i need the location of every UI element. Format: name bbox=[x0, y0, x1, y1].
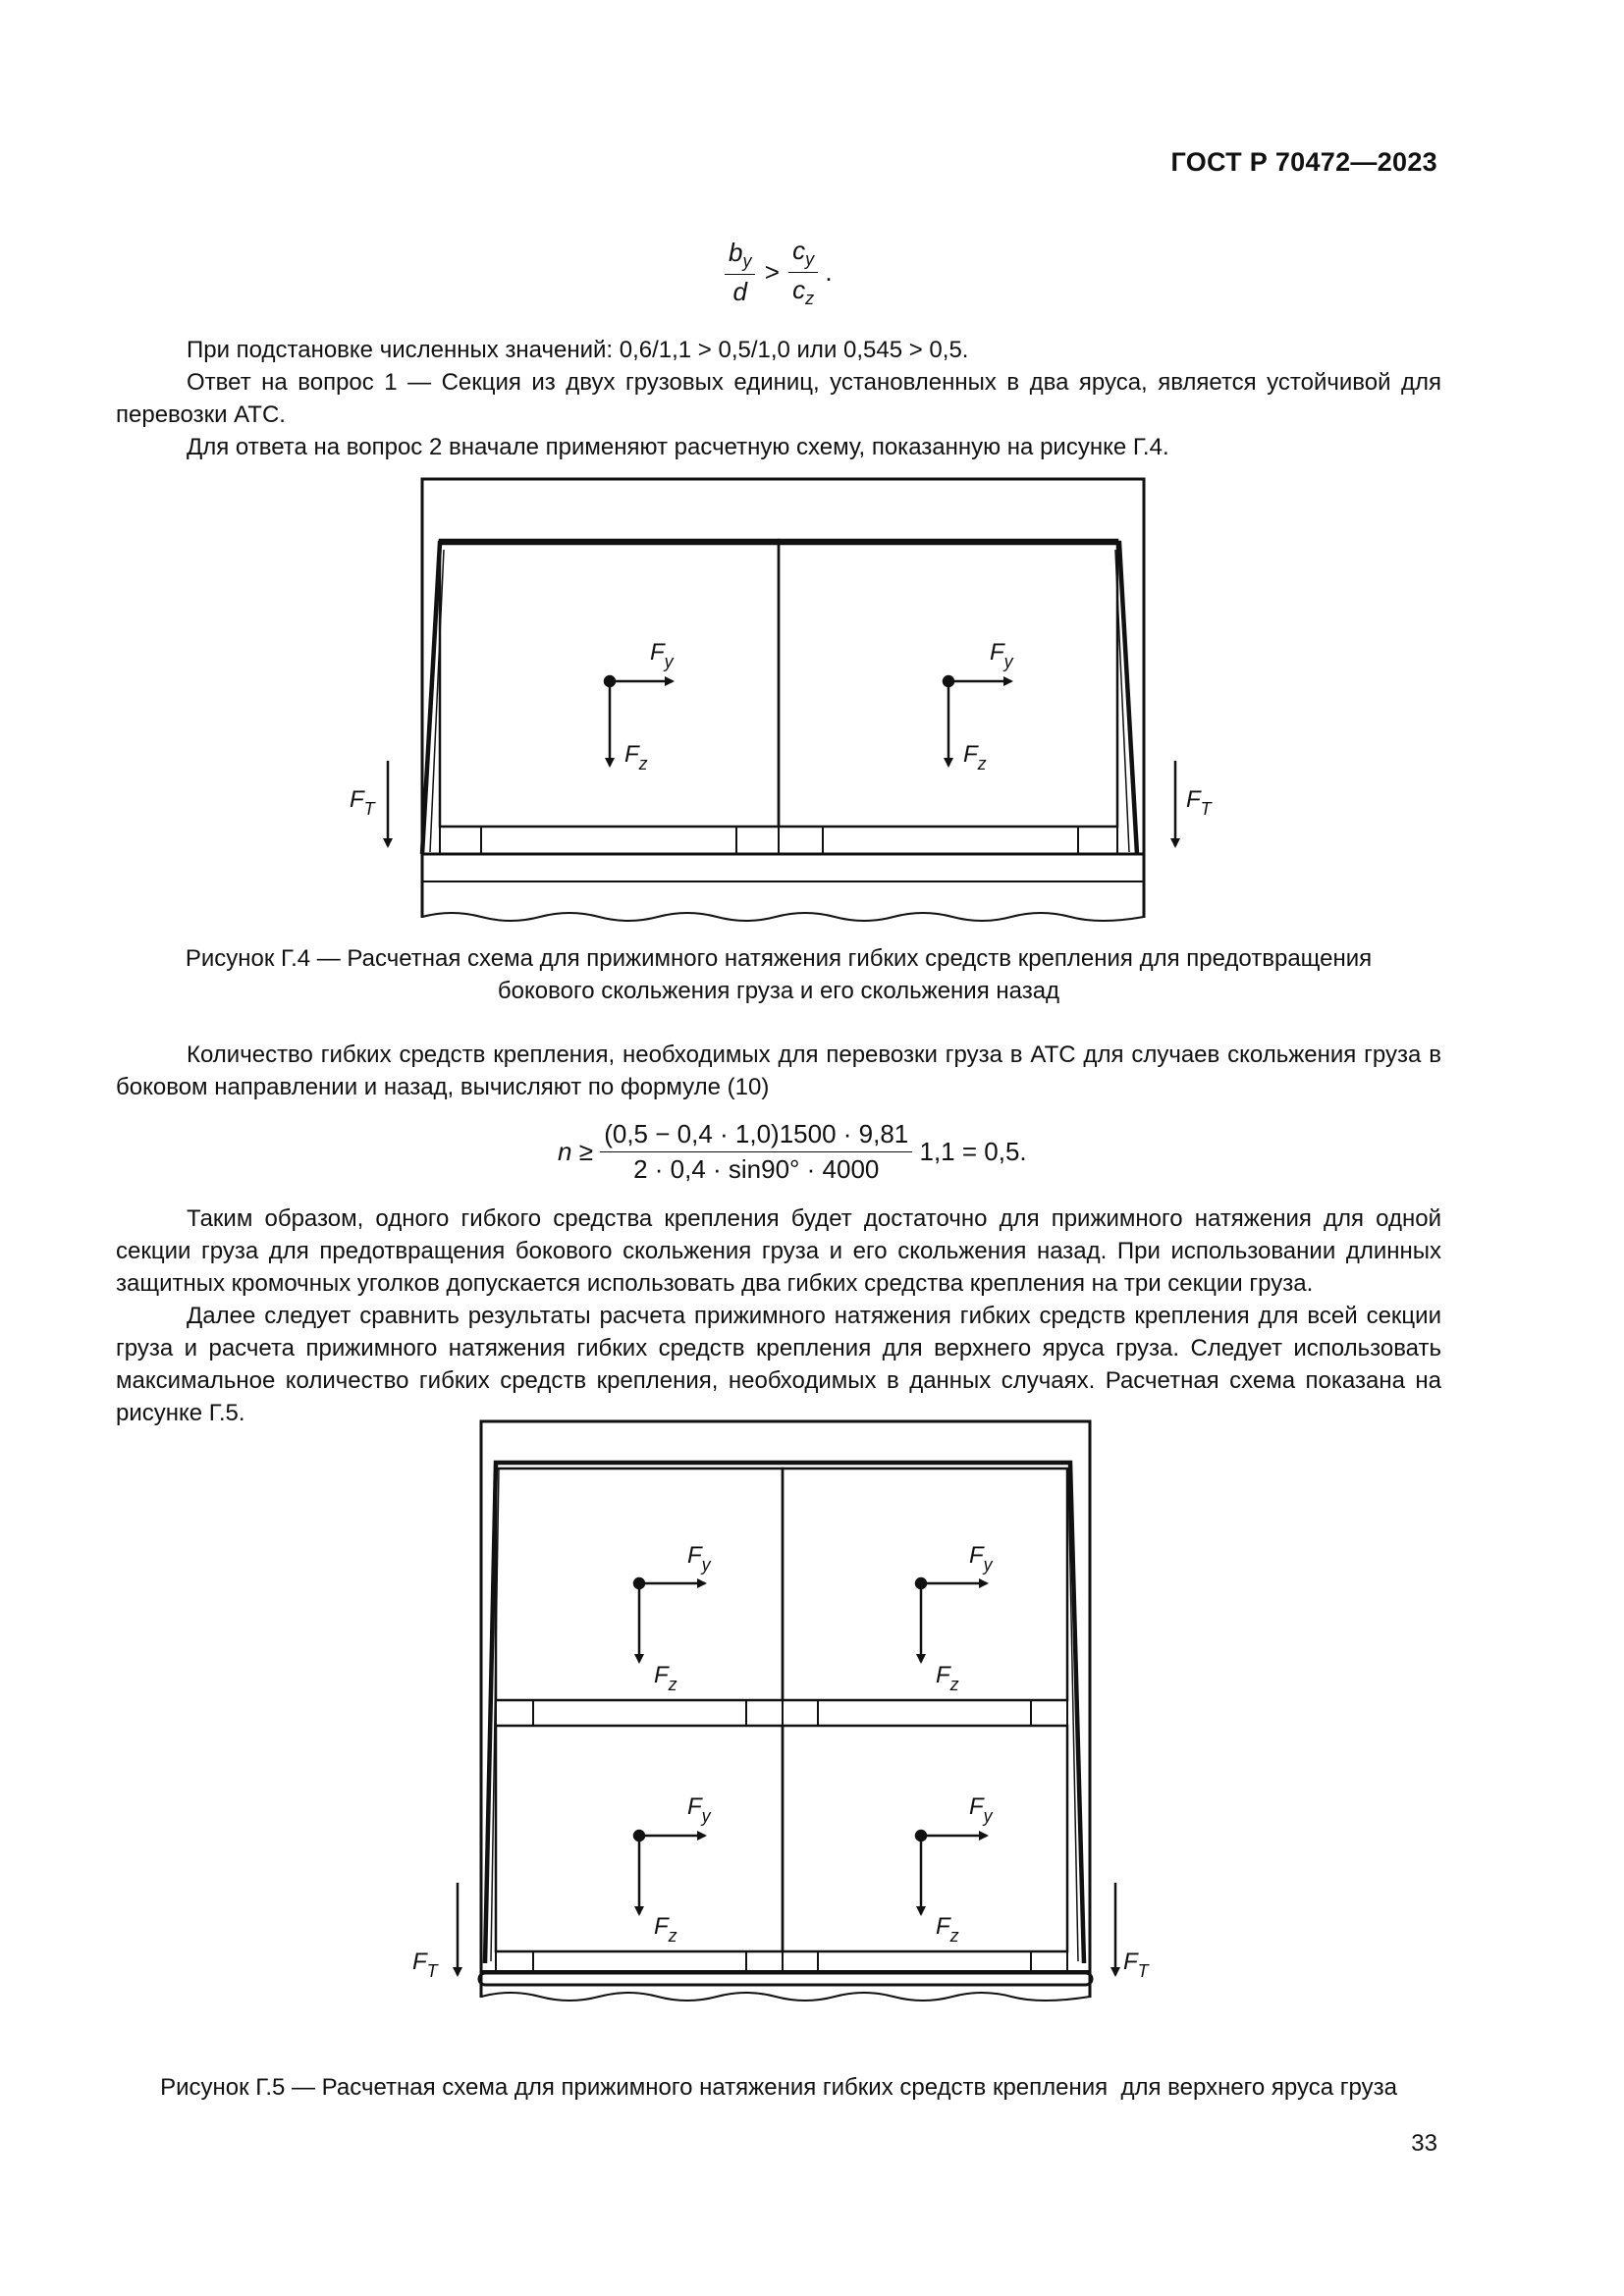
force-vectors-lower-left bbox=[634, 1831, 705, 1914]
label-fz: $F_z$ bbox=[654, 1662, 677, 1694]
formula-10: n ≥ $\frac{(0,5 - 0,4 \cdot 1,0)1500 \cdot 9,81}{2 \cdot 0,4 \cdot \sin 90^\circ \cdot 4000}$ 1,1 = 0,5. bbox=[558, 1119, 1027, 1184]
paragraph: При подстановке численных значений: 0,6/1,1 > 0,5/1,0 или 0,545 > 0,5. bbox=[187, 337, 969, 363]
label-ft: $F_T$ bbox=[1186, 786, 1212, 819]
figure-g5-caption: Рисунок Г.5 — Расчетная схема для прижимного натяжения гибких средств крепления для верхнего яруса груза bbox=[160, 2074, 1397, 2101]
label-ft: $F_T$ bbox=[412, 1949, 438, 1981]
page-number: 33 bbox=[1411, 2130, 1437, 2157]
label-fy: $F_y$ bbox=[687, 1542, 711, 1575]
text-block-mid bbox=[116, 1039, 1441, 1103]
pallet-lower-left bbox=[496, 1951, 783, 1971]
pallet-upper-left bbox=[496, 1700, 783, 1726]
label-fz: $F_z$ bbox=[654, 1913, 677, 1946]
paragraph: Количество гибких средств крепления, необходимых для перевозки груза в АТС для случаев скольжения груза в боковом направлении и назад, вычисляют по формуле (10) bbox=[116, 1041, 1441, 1100]
paragraph: Ответ на вопрос 1 — Секция из двух грузовых единиц, установленных в два яруса, является устойчивой для перевозки АТС. bbox=[116, 369, 1441, 428]
lashing-strap bbox=[485, 1463, 1084, 1963]
force-vectors-upper-right bbox=[916, 1578, 987, 1662]
fraction-left: $\frac{b_y}{d}$ bbox=[725, 238, 755, 307]
label-fz: $F_z$ bbox=[624, 741, 648, 774]
document-code: ГОСТ Р 70472—2023 bbox=[1170, 147, 1437, 177]
label-fy: $F_y$ bbox=[969, 1542, 993, 1575]
label-fy: $F_y$ bbox=[650, 639, 674, 671]
pallet-left bbox=[440, 827, 779, 854]
text-block-bottom bbox=[116, 1202, 1441, 1429]
vehicle-frame bbox=[481, 1421, 1090, 1998]
pallet-lower-right bbox=[783, 1951, 1067, 1971]
fraction-right: $\frac{c_y}{c_z}$ bbox=[788, 236, 818, 309]
pallet-right bbox=[779, 827, 1117, 854]
text-block-top bbox=[116, 334, 1441, 463]
paragraph: Таким образом, одного гибкого средства крепления будет достаточно для прижимного натяжения для одной секции груза для предотвращения бокового скольжения груза и его скольжения назад. При использовании длинных защитных кромочных уголков допускается использовать два гибких средства крепления на три секции груза. bbox=[116, 1205, 1441, 1297]
tension-arrows bbox=[458, 1883, 1115, 1975]
force-vectors-lower-right bbox=[916, 1831, 987, 1914]
label-fy: $F_y$ bbox=[969, 1793, 993, 1826]
label-fy: $F_y$ bbox=[687, 1793, 711, 1826]
label-fz: $F_z$ bbox=[963, 741, 987, 774]
formula-ratio: $\frac{b_y}{d}$ > $\frac{c_y}{c_z}$ . bbox=[725, 236, 833, 309]
paragraph: Для ответа на вопрос 2 вначале применяют расчетную схему, показанную на рисунке Г.4. bbox=[187, 434, 1169, 460]
label-fz: $F_z$ bbox=[936, 1913, 959, 1946]
label-fy: $F_y$ bbox=[990, 639, 1013, 671]
edge-protector bbox=[479, 1973, 1092, 1985]
label-ft: $F_T$ bbox=[350, 786, 375, 819]
pallet-upper-right bbox=[783, 1700, 1067, 1726]
figure-g5-diagram bbox=[0, 1414, 1624, 2012]
tension-arrows bbox=[388, 761, 1175, 846]
operator: > bbox=[764, 257, 780, 288]
paragraph: Далее следует сравнить результаты расчета прижимного натяжения гибких средств крепления для всей секции груза и расчета прижимного натяжения гибких средств крепления для верхнего яруса груза. Следует использовать максимальное количество гибких средств крепления, необходимых в данных случаях. Расчетная схема показана на рисунке Г.5. bbox=[116, 1303, 1441, 1426]
label-fz: $F_z$ bbox=[936, 1662, 959, 1694]
force-vectors-upper-left bbox=[634, 1578, 705, 1662]
figure-g4-diagram bbox=[0, 461, 1624, 933]
formula-fraction: $\frac{(0,5 - 0,4 \cdot 1,0)1500 \cdot 9,81}{2 \cdot 0,4 \cdot \sin 90^\circ \cdot 4000}$ bbox=[600, 1119, 912, 1185]
figure-g4-caption: Рисунок Г.4 — Расчетная схема для прижимного натяжения гибких средств крепления для предотвращения бокового скольжения груза и его скольжения назад bbox=[185, 945, 1373, 1004]
label-ft: $F_T$ bbox=[1123, 1949, 1149, 1981]
